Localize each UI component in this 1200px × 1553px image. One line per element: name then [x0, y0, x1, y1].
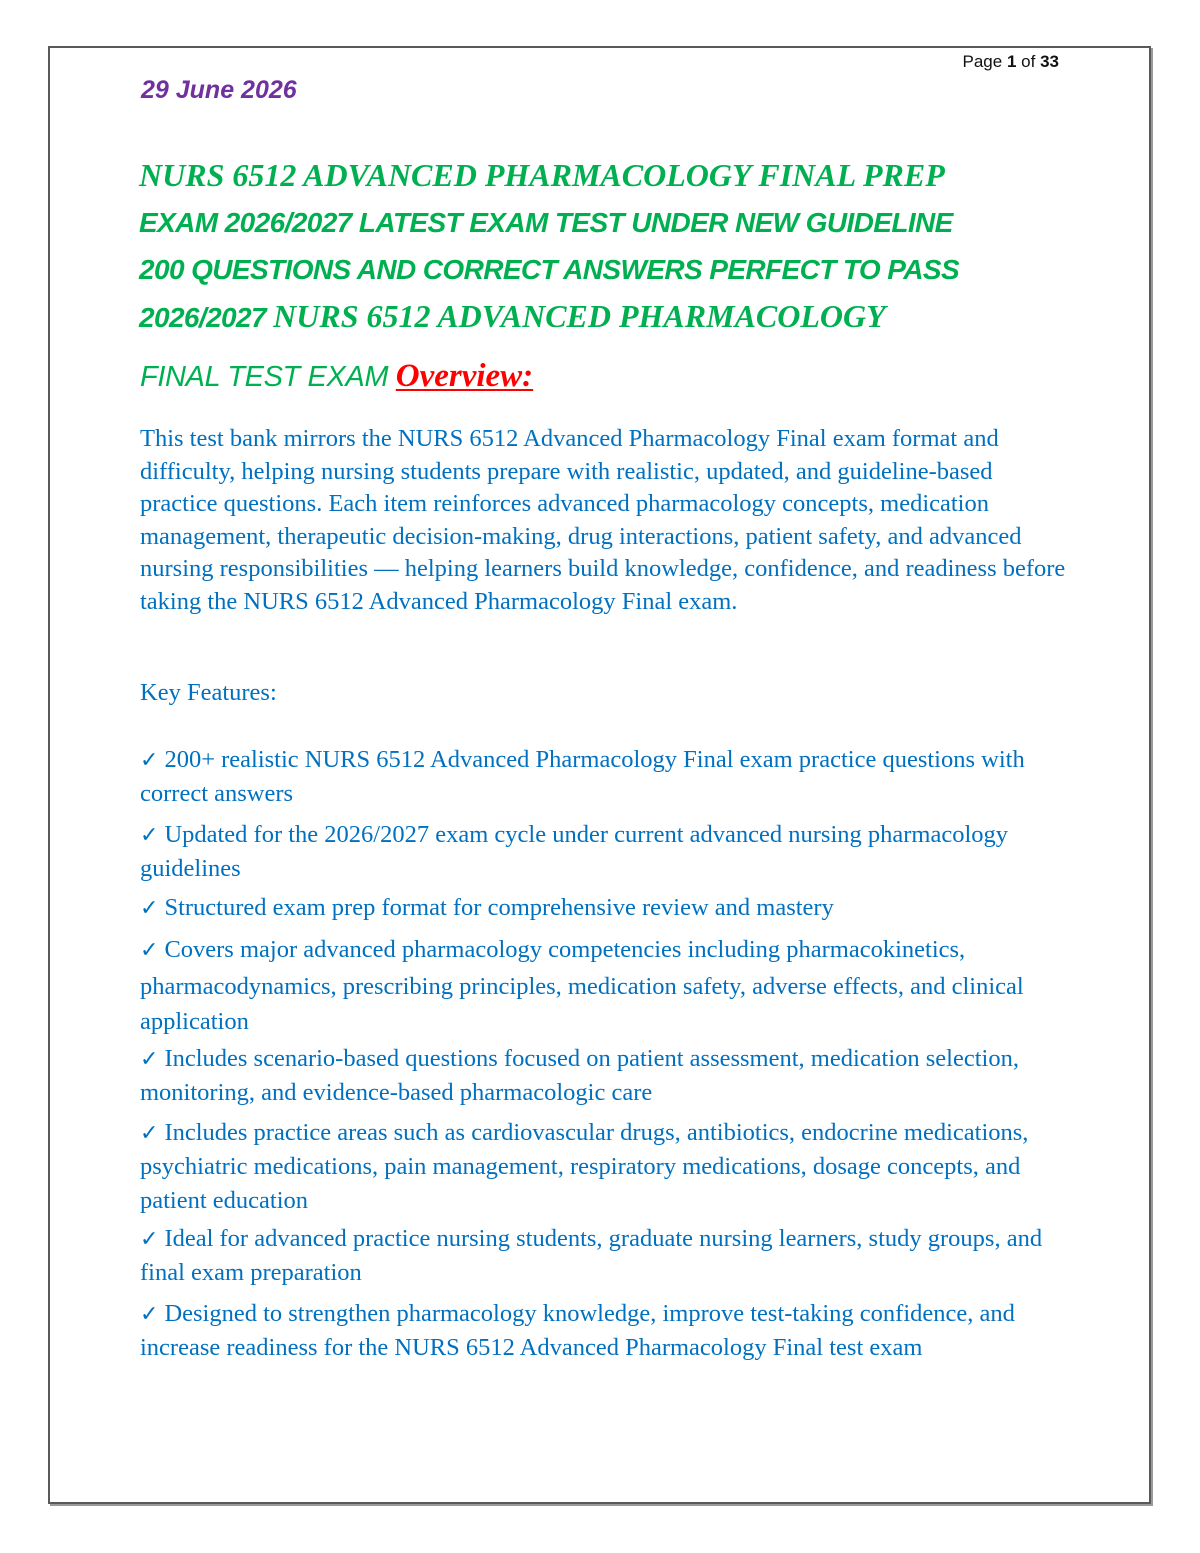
title-line-4 — [139, 293, 1099, 340]
check-mark-icon: ✓ — [140, 823, 159, 848]
title-line-3: 200 QUESTIONS AND CORRECT ANSWERS PERFECT TO PASS — [139, 254, 960, 285]
page-current: 1 — [1006, 52, 1017, 71]
page-number — [963, 52, 1059, 72]
check-mark-icon: ✓ — [140, 1227, 159, 1252]
feature-item — [140, 1116, 1050, 1217]
feature-item — [140, 1222, 1050, 1290]
feature-item — [140, 891, 1050, 925]
check-mark-icon: ✓ — [140, 1302, 159, 1327]
key-features-heading: Key Features: — [140, 679, 277, 706]
feature-text: Ideal for advanced practice nursing students, graduate nursing learners, study groups, and final exam preparation — [140, 1225, 1043, 1287]
feature-item — [140, 1297, 1050, 1365]
feature-text: Structured exam prep format for comprehensive review and mastery — [164, 894, 834, 921]
check-mark-icon: ✓ — [140, 1047, 159, 1072]
title-line-2: EXAM 2026/2027 LATEST EXAM TEST UNDER NEW GUIDELINE — [139, 207, 953, 238]
document-subtitle — [140, 358, 533, 395]
feature-item — [140, 743, 1050, 811]
title-line-4-year: 2026/2027 — [139, 302, 274, 333]
feature-text: Designed to strengthen pharmacology knowledge, improve test-taking confidence, and increase readiness for the NURS 6512 Advanced Pharmacology Final test exam — [140, 1300, 1015, 1362]
subtitle-text: FINAL TEST EXAM — [140, 361, 396, 393]
feature-item — [140, 818, 1050, 886]
overview-heading: Overview: — [395, 358, 534, 394]
feature-text: Updated for the 2026/2027 exam cycle under current advanced nursing pharmacology guidelines — [140, 821, 1009, 883]
feature-item — [140, 932, 1050, 1040]
feature-text: Includes practice areas such as cardiovascular drugs, antibiotics, endocrine medications, psychiatric medications, pain management, respiratory medications, dosage concepts, and patient education — [140, 1119, 1029, 1214]
check-mark-icon: ✓ — [140, 938, 159, 963]
page-label: Page — [962, 52, 1003, 71]
feature-text: Covers major advanced pharmacology competencies including pharmacokinetics, pharmacodynamics, prescribing principles, medication safety, adverse effects, and clinical application — [140, 936, 1024, 1035]
title-line-1: NURS 6512 ADVANCED PHARMACOLOGY FINAL PREP — [139, 157, 945, 193]
intro-paragraph: This test bank mirrors the NURS 6512 Advanced Pharmacology Final exam format and difficulty, helping nursing students prepare with realistic, updated, and guideline-based practice questions. Each item reinforces advanced pharmacology concepts, medication management, therapeutic decision-making, drug interactions, patient safety, and advanced nursing responsibilities — helping learners build knowledge, confidence, and readiness before taking the NURS 6512 Advanced Pharmacology Final exam. — [140, 425, 1066, 615]
feature-item — [140, 1042, 1050, 1110]
check-mark-icon: ✓ — [140, 896, 159, 921]
check-mark-icon: ✓ — [140, 748, 159, 773]
check-mark-icon: ✓ — [140, 1121, 159, 1146]
document-title — [139, 152, 1099, 340]
page-of: of — [1021, 52, 1036, 71]
title-line-4-course: NURS 6512 ADVANCED PHARMACOLOGY — [273, 298, 886, 334]
feature-text: Includes scenario-based questions focused on patient assessment, medication selection, monitoring, and evidence-based pharmacologic care — [140, 1045, 1019, 1107]
document-date: 29 June 2026 — [141, 76, 297, 104]
feature-text: 200+ realistic NURS 6512 Advanced Pharmacology Final exam practice questions with correct answers — [140, 746, 1025, 808]
page-total: 33 — [1040, 52, 1059, 71]
